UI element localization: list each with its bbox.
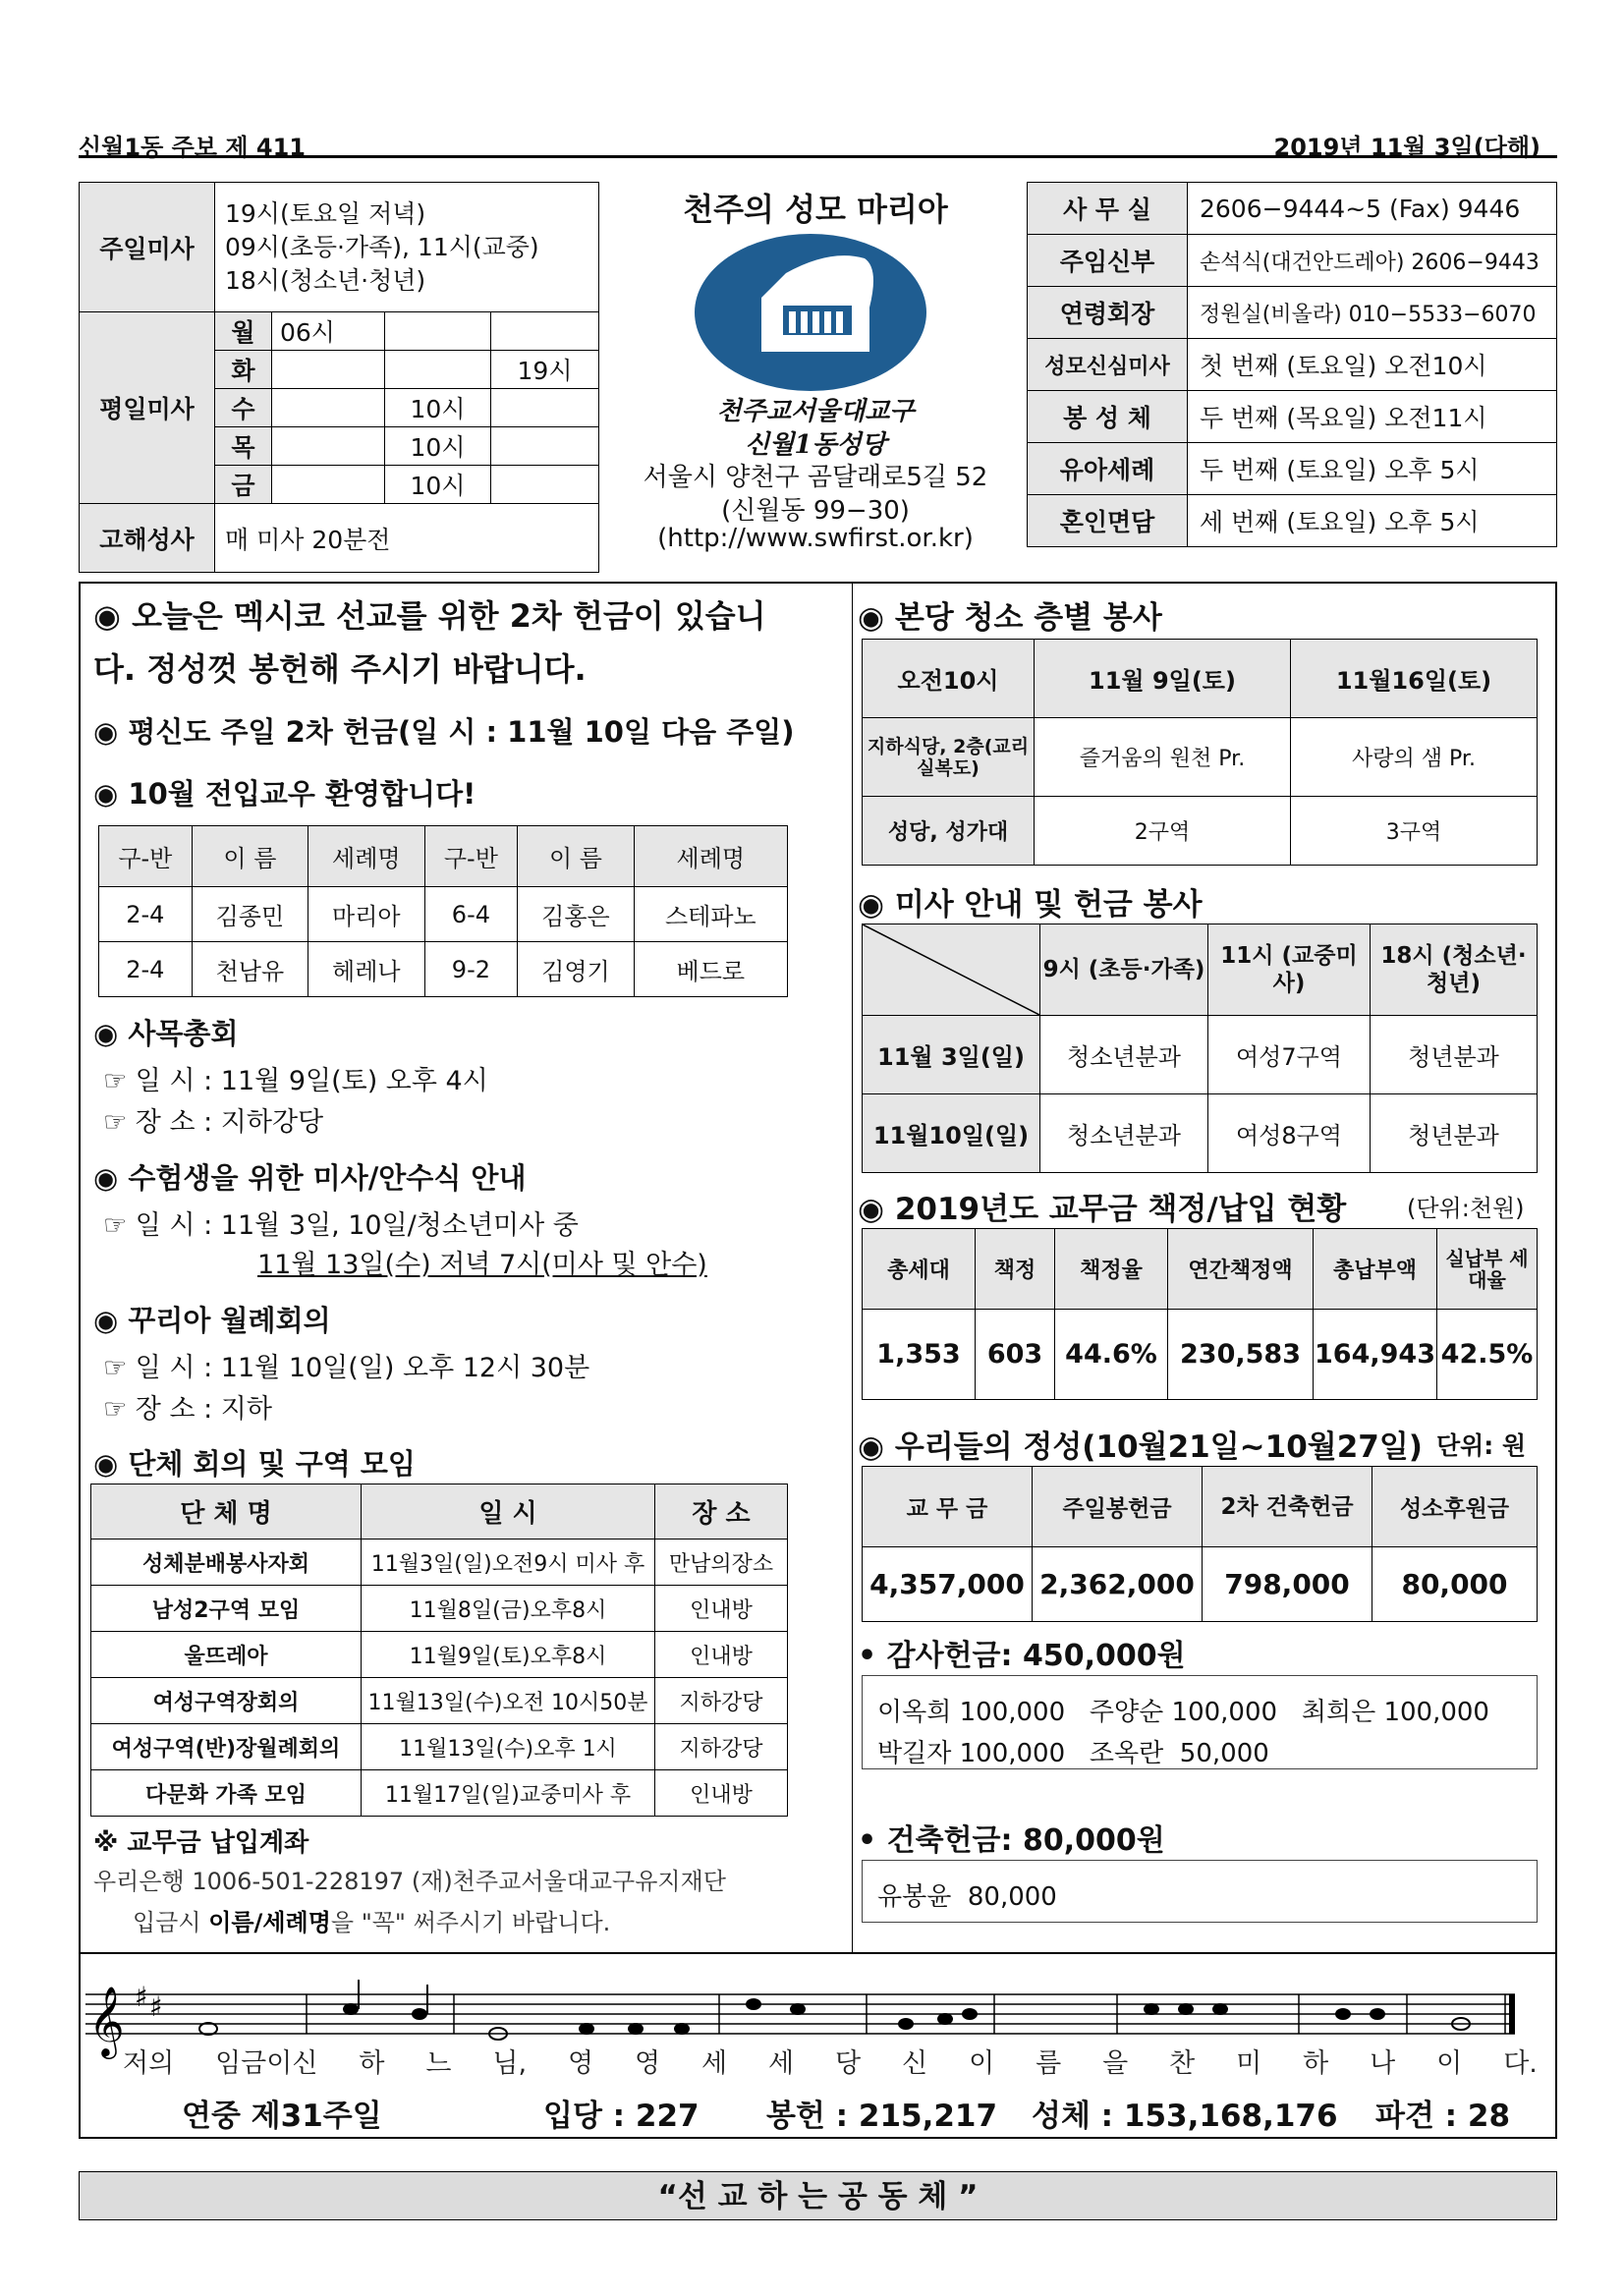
church-title: 천주의 성모 마리아 [683,191,948,228]
church-address-2: (신월동 99−30) [721,496,910,526]
cleaning-table: 오전10시 11월 9일(토) 11월16일(토) 지하식당, 2층(교리실복도) 즐거움의 원천 Pr. 사랑의 샘 Pr. 성당, 성가대 2구역 3구역 [862,639,1538,866]
confession-value: 매 미사 20분전 [215,504,599,573]
church-address: 서울시 양천구 곰달래로5길 52 [643,463,988,492]
account-note: 입금시 이름/세례명을 "꼭" 써주시기 바랍니다. [133,1909,611,1936]
sunday-mass-times: 19시(토요일 저녁) 09시(초등·가족), 11시(교중) 18시(청소년·청년) [215,183,599,312]
thanks-line1: 이옥희 100,000 주양순 100,000 최희은 100,000 [877,1698,1489,1727]
notice-mexico: ◉ 오늘은 멕시코 선교를 위한 2차 헌금이 있습니다. 정성껏 봉헌해 주시기 바랍니다. [93,597,766,688]
weekday-mass-label: 평일미사 [80,312,215,504]
mass-schedule-table: 주일미사 19시(토요일 저녁) 09시(초등·가족), 11시(교중) 18시(청소년·청년) 평일미사 월 06시 화 19시 수 10시 목 10시 금 10시 고해성사 매 미사 20분전 [79,182,599,573]
stat-dismissal: 파견 : 28 [1375,2099,1511,2134]
hymn-lyrics: 저의 임금이신 하 느 님, 영 영 세 세 당 신 이 름 을 찬 미 하 나 이 다. [123,2048,1538,2079]
sunday-mass-label: 주일미사 [80,183,215,312]
bulletin-number: 신월1동 주보 제 411 [79,134,306,161]
welcome-table: 구-반 이 름 세례명 구-반 이 름 세례명 2-4 김종민 마리아 6-4 김홍은 스테파노 2-4 천남유 헤레나 9-2 김영기 베드로 [98,825,788,997]
motto-banner: “선 교 하 는 공 동 체 ” [79,2171,1557,2220]
s1-line1: ☞ 일 시 : 11월 9일(토) 오후 4시 [103,1066,488,1096]
svg-text:𝄞: 𝄞 [88,1985,125,2056]
mass-service-title: ◉ 미사 안내 및 헌금 봉사 [858,887,1203,923]
s3-line2: ☞ 장 소 : 지하 [103,1394,272,1425]
svg-text:♯: ♯ [135,1981,148,2013]
confession-label: 고해성사 [80,504,215,573]
svg-text:♯: ♯ [149,1990,163,2023]
meetings-table: 단 체 명 일 시 장 소 성체분배봉사자회 11월3일(일)오전9시 미사 후 만남의장소 남성2구역 모임 11월8일(금)오후8시 인내방 울뜨레아 11월9일(토)오후8시 인내방 여성구역장회의 11월13일(수)오전 10시50분 지하강당 여성구역(반)장월례회의 11월13일(수)오후 1시 지하강당 다문화 가족 모임 11월17일(일)교중미사 후 인내방 [90,1484,788,1817]
logo-line-2: 신월1동성당 [745,430,886,460]
thanks-title: • 감사헌금: 450,000원 [858,1639,1186,1673]
s2-title: ◉ 수험생을 위한 미사/안수식 안내 [93,1161,527,1195]
building-line1: 유봉윤 80,000 [877,1882,1057,1912]
notice-second-collection: ◉ 평신도 주일 2차 헌금(일 시 : 11월 10일 다음 주일) [93,715,795,749]
dues-table: 총세대 책정 책정율 연간책정액 총납부액 실납부 세대율 1,353 603 44.6% 230,583 164,943 42.5% [862,1228,1538,1400]
building-title: • 건축헌금: 80,000원 [858,1823,1165,1858]
offering-table: 교 무 금 주일봉헌금 2차 건축헌금 성소후원금 4,357,000 2,362,000 798,000 80,000 [862,1466,1538,1622]
mass-service-table: 9시 (초등·가족) 11시 (교중미사) 18시 (청소년·청년) 11월 3일(일) 청소년분과 여성7구역 청년분과 11월10일(일) 청소년분과 여성8구역 청년분과 [862,924,1538,1173]
account-number: 우리은행 1006-501-228197 (재)천주교서울대교구유지재단 [93,1868,726,1895]
s2-line2: 11월 13일(수) 저녁 7시(미사 및 안수) [257,1250,707,1280]
header-rule [79,155,1557,158]
music-top-rule [79,1952,1557,1954]
logo-line-1: 천주교서울대교구 [716,397,915,426]
thanks-line2: 박길자 100,000 조옥란 50,000 [877,1739,1269,1768]
dues-unit: (단위:천원) [1407,1195,1525,1222]
church-logo [693,229,928,396]
stat-attendance: 입당 : 227 [543,2099,700,2134]
church-url[interactable]: (http://www.swfirst.or.kr) [657,524,974,553]
cleaning-title: ◉ 본당 청소 층별 봉사 [858,600,1162,636]
building-box [862,1860,1538,1923]
office-table: 사 무 실 2606−9444~5 (Fax) 9446 주임신부 손석식(대건안드레아) 2606−9443 연령회장 정원실(비올라) 010−5533−6070 성모신심미사 첫 번째 (토요일) 오전10시 봉 성 체 두 번째 (목요일) 오전11시 유아세례 두 번째 (토요일) 오후 5시 혼인면담 세 번째 (토요일) 오후 5시 [1027,182,1557,547]
s1-title: ◉ 사목총회 [93,1017,239,1050]
dues-title: ◉ 2019년도 교무금 책정/납입 현황 [858,1192,1347,1227]
liturgical-week: 연중 제31주일 [182,2099,382,2134]
stat-communion: 성체 : 153,168,176 [1032,2099,1338,2134]
s4-title: ◉ 단체 회의 및 구역 모임 [93,1447,416,1481]
thanks-box [862,1675,1538,1769]
bulletin-date: 2019년 11월 3일(다해) [1273,134,1540,161]
s2-line1: ☞ 일 시 : 11월 3일, 10일/청소년미사 중 [103,1210,579,1241]
s3-line1: ☞ 일 시 : 11월 10일(일) 오후 12시 30분 [103,1353,590,1383]
notice-welcome: ◉ 10월 전입교우 환영합니다! [93,777,476,811]
s3-title: ◉ 꾸리아 월례회의 [93,1304,331,1337]
column-divider [852,582,853,1952]
account-title: ※ 교무금 납입계좌 [93,1828,309,1858]
s1-line2: ☞ 장 소 : 지하강당 [103,1107,324,1138]
offering-title: ◉ 우리들의 정성(10월21일~10월27일) [858,1429,1423,1465]
diagonal-cell [863,924,1040,1016]
offering-unit: 단위: 원 [1436,1431,1527,1460]
stat-offering: 봉헌 : 215,217 [766,2099,998,2134]
